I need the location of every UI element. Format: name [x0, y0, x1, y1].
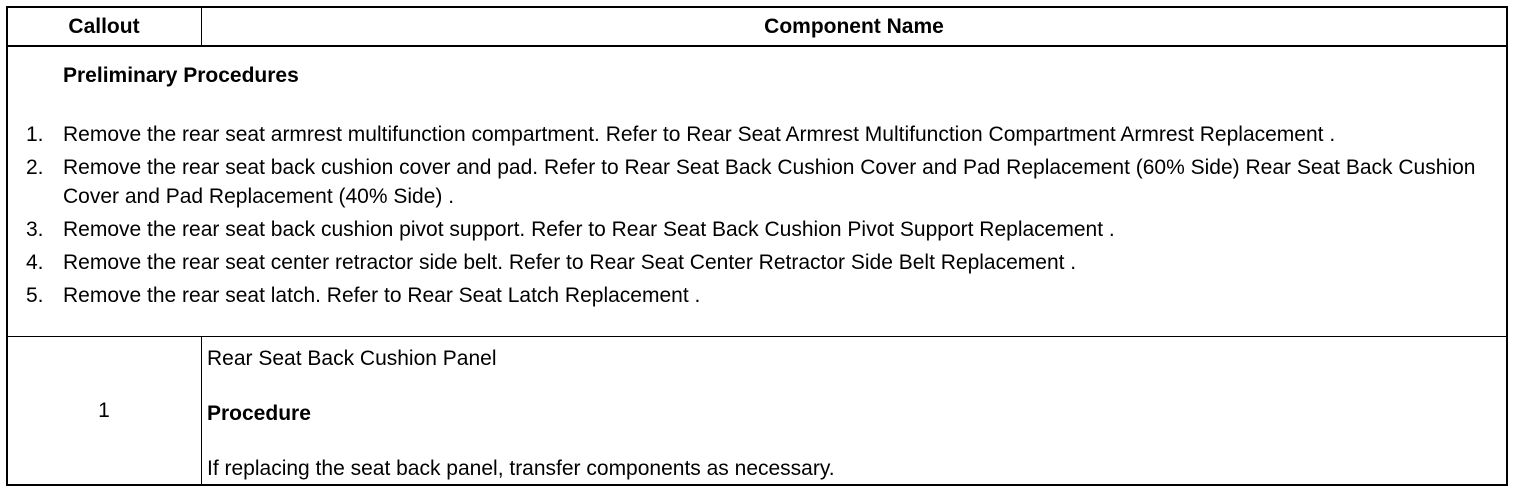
step-text: Remove the rear seat armrest multifunction compartment. Refer to Rear Seat Armrest Multifunction Compartment Armrest Replacement . [63, 123, 1336, 146]
list-item [26, 281, 1496, 310]
step-number: 3. [26, 218, 44, 241]
step-text: Remove the rear seat latch. Refer to Rear Seat Latch Replacement . [63, 284, 701, 307]
step-text: Remove the rear seat back cushion cover and pad. Refer to Rear Seat Back Cushion Cover and Pad Replacement (60% Side) Rear Seat Back Cushion Cover and Pad Replacement (40% Side) . [63, 156, 1476, 208]
step-number: 1. [26, 123, 44, 146]
header-component-name: Component Name [201, 8, 1506, 45]
table-row [8, 337, 1506, 484]
procedure-table [6, 6, 1508, 486]
preliminary-procedures-row [8, 47, 1506, 337]
callout-number: 1 [98, 398, 110, 422]
table-header-row [8, 8, 1506, 47]
header-callout: Callout [68, 14, 140, 38]
step-text: Remove the rear seat center retractor side belt. Refer to Rear Seat Center Retractor Side Belt Replacement . [63, 251, 1077, 274]
procedure-label: Procedure [207, 402, 311, 425]
procedure-text: If replacing the seat back panel, transfer components as necessary. [207, 457, 835, 480]
preliminary-steps-list [26, 120, 1496, 314]
preliminary-procedures-title: Preliminary Procedures [63, 64, 299, 87]
list-item [26, 120, 1496, 149]
list-item [26, 153, 1496, 211]
step-number: 4. [26, 251, 44, 274]
component-cell [201, 337, 1506, 484]
step-number: 5. [26, 284, 44, 307]
list-item [26, 215, 1496, 244]
component-name: Rear Seat Back Cushion Panel [207, 347, 497, 370]
list-item [26, 248, 1496, 277]
step-number: 2. [26, 156, 44, 179]
step-text: Remove the rear seat back cushion pivot support. Refer to Rear Seat Back Cushion Pivot Support Replacement . [63, 218, 1115, 241]
